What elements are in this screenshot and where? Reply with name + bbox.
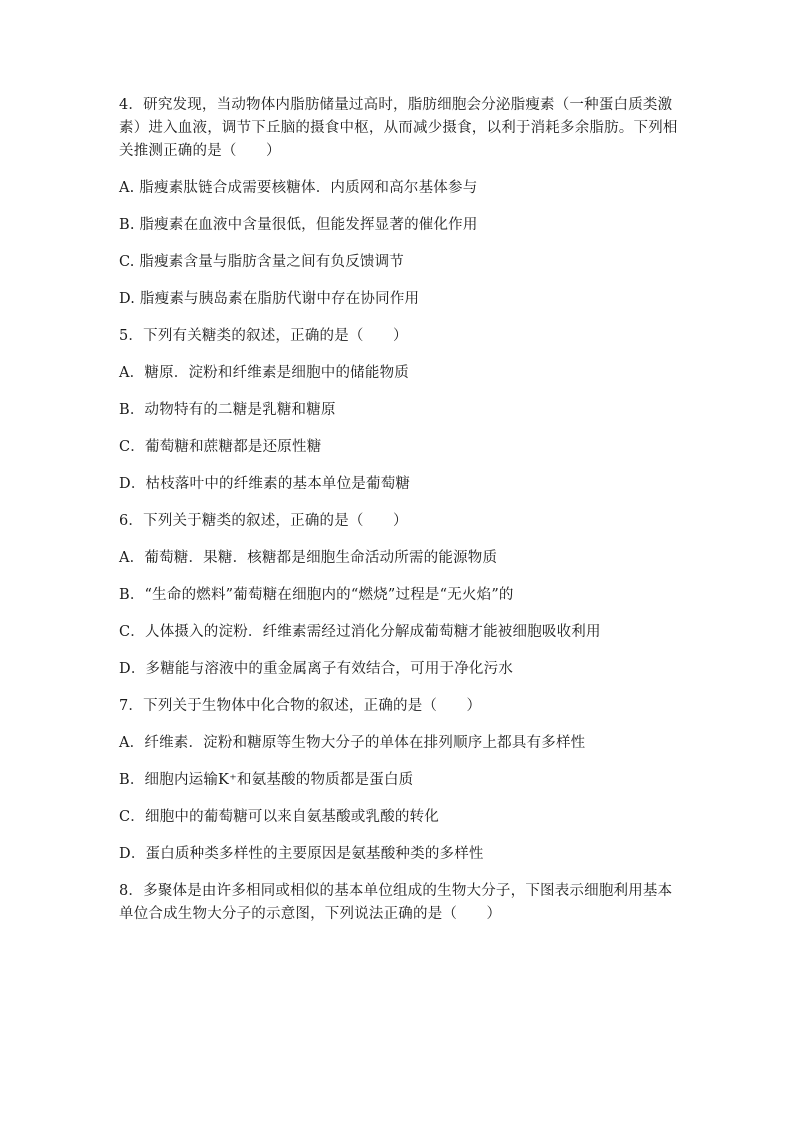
question-stem: 6．下列关于糖类的叙述，正确的是（ ）: [119, 513, 408, 529]
option-a: A．纤维素．淀粉和糖原等生物大分子的单体在排列顺序上都具有多样性: [119, 735, 586, 751]
question-stem: 4．研究发现，当动物体内脂肪储量过高时，脂肪细胞会分泌脂瘦素（一种蛋白质类激素）进入血液，调节下丘脑的摄食中枢，从而减少摄食，以利于消耗多余脂肪。下列相关推测正确的是（ ）: [119, 97, 678, 159]
question-8: [119, 880, 679, 926]
option-c: C．人体摄入的淀粉．纤维素需经过消化分解成葡萄糖才能被细胞吸收利用: [119, 624, 601, 640]
option-b: B．动物特有的二糖是乳糖和糖原: [119, 402, 336, 418]
option-d: D．多糖能与溶液中的重金属离子有效结合，可用于净化污水: [119, 661, 514, 677]
option-a: A. 脂瘦素肽链合成需要核糖体．内质网和高尔基体参与: [119, 180, 478, 196]
question-6: [119, 510, 679, 681]
question-stem: 5．下列有关糖类的叙述，正确的是（ ）: [119, 328, 408, 344]
option-b: B．“生命的燃料”葡萄糖在细胞内的“燃烧”过程是“无火焰”的: [119, 587, 514, 603]
option-c: C．葡萄糖和蔗糖都是还原性糖: [119, 439, 322, 455]
question-5: [119, 325, 679, 496]
option-a: A．糖原．淀粉和纤维素是细胞中的储能物质: [119, 365, 409, 381]
option-c: C. 脂瘦素含量与脂肪含量之间有负反馈调节: [119, 254, 404, 270]
option-d: D. 脂瘦素与胰岛素在脂肪代谢中存在协同作用: [119, 291, 420, 307]
option-d: D．蛋白质种类多样性的主要原因是氨基酸种类的多样性: [119, 846, 484, 862]
option-c: C．细胞中的葡萄糖可以来自氨基酸或乳酸的转化: [119, 809, 439, 825]
option-b: B．细胞内运输K⁺和氨基酸的物质都是蛋白质: [119, 772, 414, 788]
question-stem: 8．多聚体是由许多相同或相似的基本单位组成的生物大分子，下图表示细胞利用基本单位合成生物大分子的示意图，下列说法正确的是（ ）: [119, 883, 673, 922]
option-d: D．枯枝落叶中的纤维素的基本单位是葡萄糖: [119, 476, 411, 492]
option-a: A．葡萄糖．果糖．核糖都是细胞生命活动所需的能源物质: [119, 550, 498, 566]
question-stem: 7．下列关于生物体中化合物的叙述，正确的是（ ）: [119, 698, 482, 714]
question-4: [119, 94, 679, 311]
option-b: B. 脂瘦素在血液中含量很低，但能发挥显著的催化作用: [119, 217, 478, 233]
question-list: [119, 94, 679, 940]
question-7: [119, 695, 679, 866]
